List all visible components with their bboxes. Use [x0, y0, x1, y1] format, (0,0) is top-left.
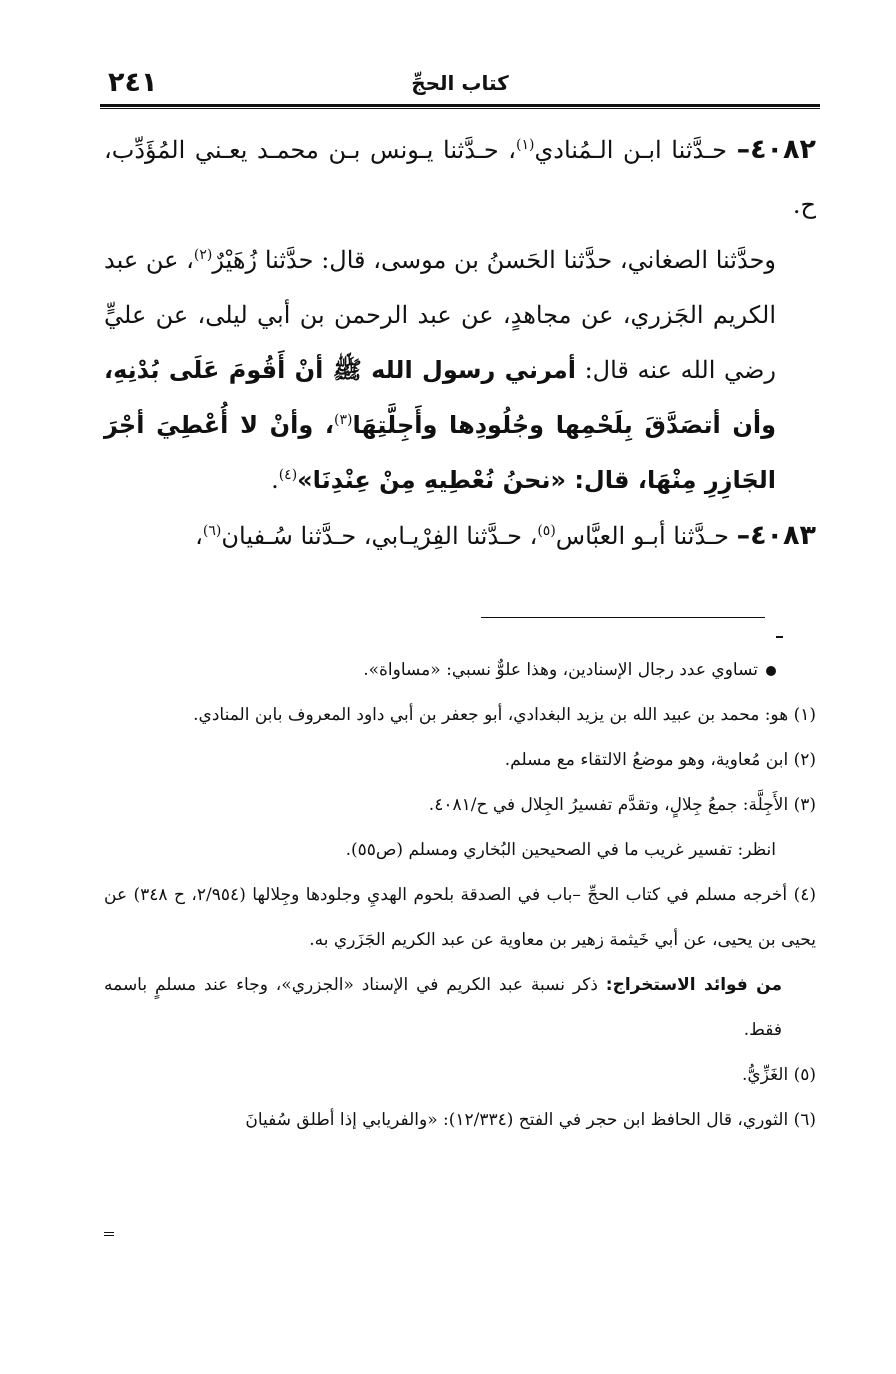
page-header: [100, 62, 820, 106]
hadith-4082-text-b: ، حـدَّثنا يـونس بـن محمـد يعـني المُؤَدِّب، ح.: [104, 136, 816, 219]
footnote-continues-mark: [104, 1232, 114, 1236]
footnote-ref-4[interactable]: (٤): [278, 467, 298, 483]
hadith-number-4083: ٤٠٨٣–: [736, 520, 816, 551]
fawaid-label: من فوائد الاستخراج:: [605, 975, 783, 995]
running-title: كتاب الحجِّ: [411, 71, 509, 95]
footnote-3-continued: انظر: تفسير غريب ما في الصحيحين البُخاري ومسلم (ص٥٥).: [345, 840, 776, 860]
hadith-4082-second-chain: [104, 233, 816, 508]
chain-text-b: ، عن عبد الكريم الجَزري، عن مجاهدٍ، عن عبد الرحمن بن أبي ليلى، عن عليٍّ رضي الله عنه قال:: [104, 246, 776, 384]
hadith-4083-text-a: حـدَّثنا أبـو العبَّاس: [555, 522, 737, 550]
footnote-ref-5[interactable]: (٥): [537, 523, 556, 539]
footnote-ref-3[interactable]: (٣): [334, 412, 353, 428]
hadith-4083-text-c: ،: [195, 522, 203, 550]
hadith-4082: [104, 122, 816, 233]
chain-text-a: وحدَّثنا الصغاني، حدَّثنا الحَسنُ بن موسى، قال: حدَّثنا زُهَيْرٌ: [212, 246, 776, 274]
footnote-4: (٤) أخرجه مسلم في كتاب الحجِّ –باب في الصدقة بلحوم الهديِ وجلودها وجِلالها (٢/٩٥٤، ح ٣٤٨) عن يحيى بن يحيى، عن أبي خَيثمة زهير بن معاوية عن عبد الكريم الجَزَري به.: [104, 885, 816, 950]
footnote-4-fawaid: [104, 963, 816, 1053]
footnote-5: (٥) الغَزِّيُّ.: [741, 1065, 816, 1085]
fawaid-text: ذكر نسبة عبد الكريم في الإسناد «الجزري»، وجاء عند مسلمٍ باسمه فقط.: [104, 975, 782, 1040]
footnote-separator: [481, 617, 765, 618]
page-number: ٢٤١: [108, 67, 158, 98]
main-text: [104, 122, 816, 564]
footnote-6: (٦) الثوري، قال الحافظ ابن حجر في الفتح (١٢/٣٣٤): «والفريابي إذا أطلق سُفيانَ: [245, 1110, 816, 1130]
hadith-number-4082: ٤٠٨٢–: [736, 134, 816, 165]
continuation-mark: [776, 636, 783, 638]
matn-text-a: أمرني رسول الله ﷺ أنْ أَقُومَ عَلَى بُدْنِهِ، وأن أتصَدَّقَ بِلَحْمِها وجُلُودِها وأَجِلَّتِهَا: [104, 356, 776, 439]
footnotes: [104, 648, 816, 1143]
bullet-note-text: تساوي عدد رجال الإسنادين، وهذا علوٌّ نسبي: «مساواة».: [363, 660, 758, 680]
footnote-bullet-note: [104, 648, 816, 693]
hadith-4083-text-b: ، حـدَّثنا الفِرْيـابي، حـدَّثنا سُـفيان: [221, 522, 538, 550]
bullet-icon: [766, 666, 776, 676]
footnote-ref-1[interactable]: (١): [516, 137, 535, 153]
hadith-4082-text-a: حـدَّثنا ابـن الـمُنادي: [534, 136, 737, 164]
footnote-3: (٣) الأَجِلَّة: جمعُ جِلالٍ، وتقدَّم تفسيرُ الجِلال في ح/٤٠٨١.: [428, 795, 816, 815]
footnote-1: (١) هو: محمد بن عبيد الله بن يزيد البغدادي، أبو جعفر بن أبي داود المعروف بابن المنادي.: [193, 705, 816, 725]
matn-text-b: ، وأنْ لا أُعْطِيَ أجْرَ الجَازِرِ مِنْهَا، قال: «نحنُ نُعْطِيهِ مِنْ عِنْدِنَا»: [104, 411, 776, 494]
footnote-ref-6[interactable]: (٦): [202, 523, 222, 539]
paragraph-end: .: [271, 466, 279, 494]
header-rule: [100, 104, 820, 109]
hadith-4083: [104, 508, 816, 564]
footnote-2: (٢) ابن مُعاوية، وهو موضعُ الالتقاء مع مسلم.: [504, 750, 816, 770]
footnote-ref-2[interactable]: (٢): [193, 247, 213, 263]
